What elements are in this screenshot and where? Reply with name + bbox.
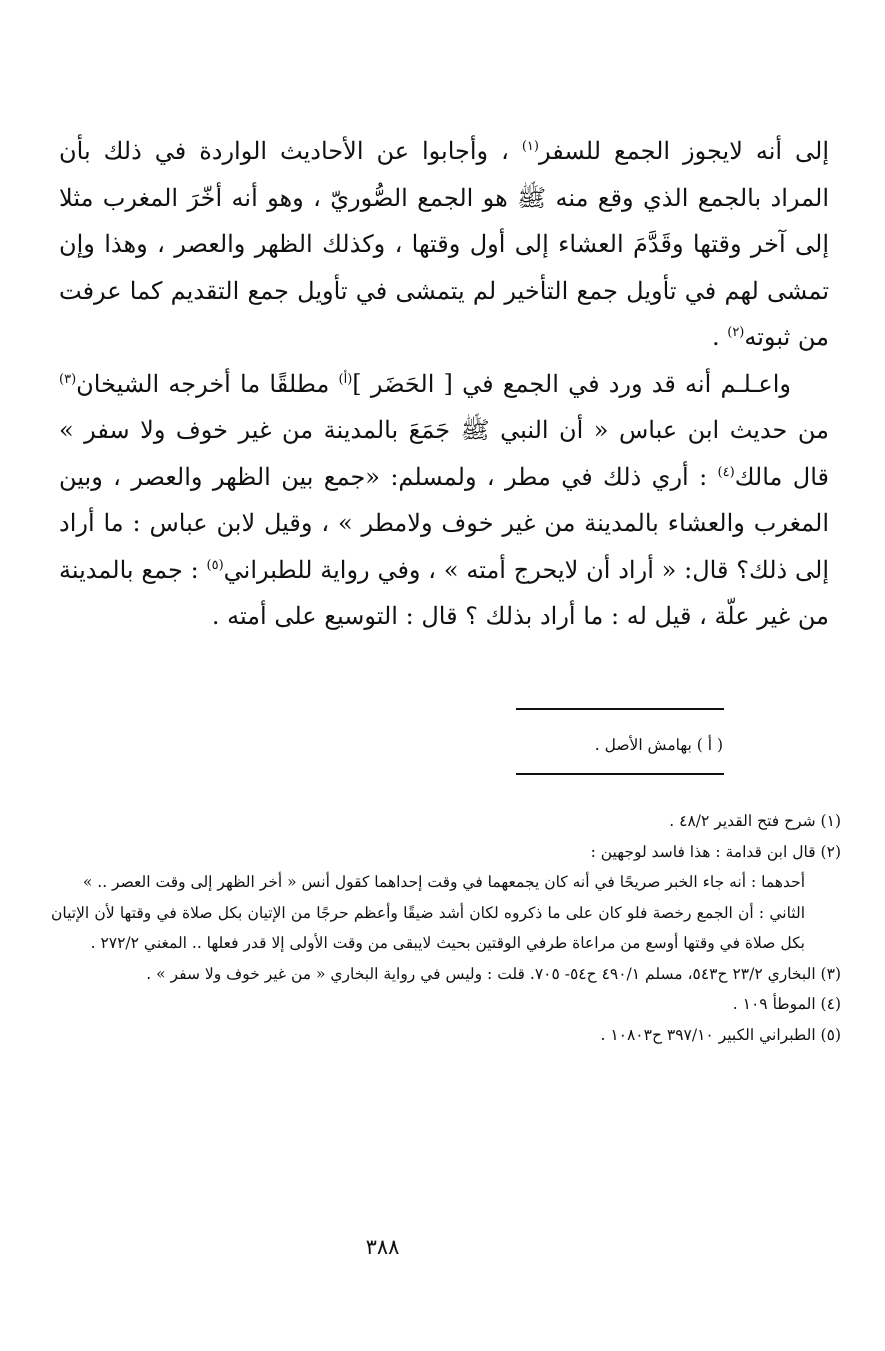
paragraph-1-part-c: .	[711, 323, 728, 351]
footnote-3: (٣) البخاري ٢٣/٢ ح٥٤٣، مسلم ٤٩٠/١ ح٥٤- ٧٠٥. قلت : وليس في رواية البخاري « من غير خوف ولا سفر » .	[146, 964, 841, 983]
paragraph-2	[59, 361, 829, 640]
footnote-divider-top	[516, 708, 724, 710]
paragraph-1-part-b: ، وأجابوا عن الأحاديث الواردة في ذلك بأن المراد بالجمع الذي وقع منه ﷺ هو الجمع الصُّوريّ ، وهو أنه أخّرَ المغرب مثلا إلى آخر وقتها وقَدَّمَ العشاء إلى أول وقتها ، وكذلك الظهر والعصر ، وهذا وإن تمشى لهم في تأويل جمع التأخير لم يتمشى في تأويل جمع التقديم كما عرفت من ثبوته	[59, 137, 830, 351]
footnote-ref-2: (٢)	[727, 325, 745, 340]
marginal-note: ( أ ) بهامش الأصل .	[594, 736, 723, 754]
footnote-ref-a: (أ)	[338, 371, 353, 387]
footnote-ref-4: (٤)	[717, 464, 735, 480]
footnote-2: (٢) قال ابن قدامة : هذا فاسد لوجهين :	[590, 842, 841, 861]
footnote-1: (١) شرح فتح القدير ٤٨/٢ .	[669, 812, 841, 830]
footnote-4: (٤) الموطأ ١٠٩ .	[732, 995, 841, 1013]
footnote-2-point-2	[51, 898, 841, 959]
paragraph-1-part-a: إلى أنه لايجوز الجمع للسفر	[538, 137, 829, 165]
footnote-divider-bottom	[516, 773, 724, 775]
footnote-2-point-2-text: الثاني : أن الجمع رخصة فلو كان على ما ذكروه لكان أشد ضيقًا وأعظم حرجًا من الإتيان بكل صلاة في وقتها لأن الإتيان بكل صلاة في وقتها أوسع من مراعاة طرفي الوقتين بحيث لايبقى من وقت الأولى إلا قدر فعلها .. المغني ٢٧٢/٢ .	[51, 903, 805, 952]
footnote-2-point-1-text: أحدهما : أنه جاء الخبر صريحًا في أنه كان يجمعهما في وقت إحداهما كقول أنس « أخر الظهر إلى وقت العصر .. »	[82, 873, 805, 891]
paragraph-2-part-b: مطلقًا ما أخرجه الشيخان	[76, 369, 339, 398]
main-text	[59, 128, 829, 640]
footnote-2-point-1	[51, 867, 841, 898]
footnote-ref-1: (١)	[521, 139, 539, 154]
footnote-5: (٥) الطبراني الكبير ٣٩٧/١٠ ح١٠٨٠٣ .	[600, 1025, 841, 1044]
paragraph-2-part-e: : جمع بالمدينة من غير علّة ، قيل له : ما أراد بذلك ؟ قال : التوسيع على أمته .	[59, 555, 829, 630]
page-number: ٣٨٨	[365, 1235, 400, 1259]
paragraph-2-part-d: : أري ذلك في مطر ، ولمسلم: «جمع بين الظهر والعصر ، وبين المغرب والعشاء بالمدينة من غير خوف ولامطر » ، وقيل لابن عباس : ما أراد إلى ذلك؟ قال: « أراد أن لايحرج أمته » ، وفي رواية للطبراني	[59, 462, 829, 584]
footnotes	[51, 806, 841, 1050]
paragraph-1	[59, 128, 829, 361]
footnote-ref-3: (٣)	[59, 371, 77, 387]
paragraph-2-part-a: واعـلـم أنه قد ورد في الجمع في [ الحَضَر ]	[352, 369, 791, 398]
paragraph-2-part-c: من حديث ابن عباس « أن النبي ﷺ جَمَعَ بالمدينة من غير خوف ولا سفر » قال مالك	[59, 416, 829, 491]
footnote-ref-5: (٥)	[206, 557, 224, 573]
